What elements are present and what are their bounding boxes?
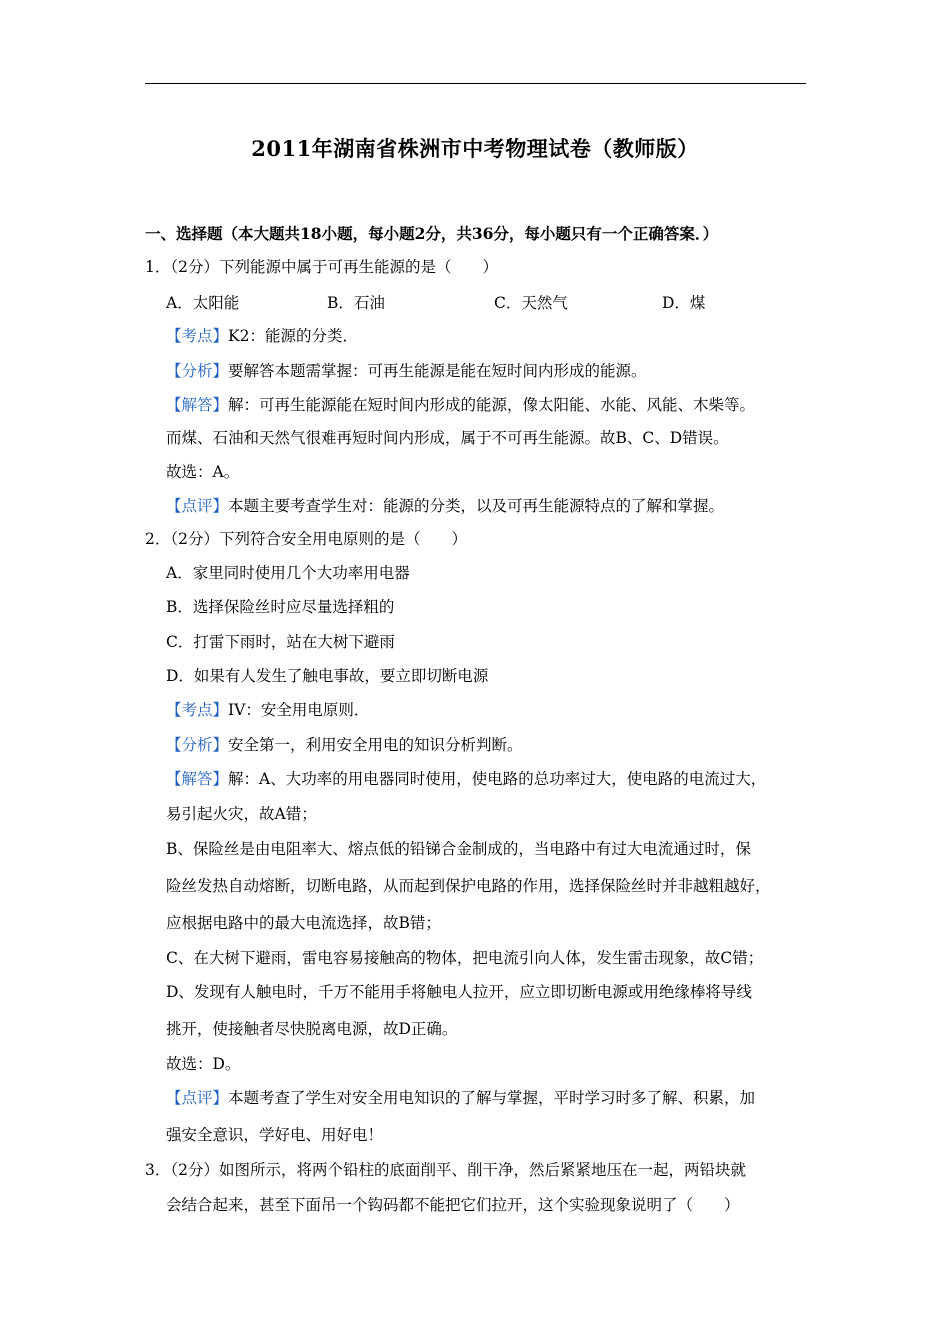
tag-jieda: 【解答】	[166, 770, 229, 788]
q2-jieda-8: 挑开，使接触者尽快脱离电源，故D正确。	[166, 1020, 458, 1038]
q2-jieda-5: 应根据电路中的最大电流选择，故B错；	[166, 914, 441, 932]
q2-option-c: C．打雷下雨时，站在大树下避雨	[166, 633, 395, 651]
q3-stem-cont: 会结合起来，甚至下面吊一个钩码都不能把它们拉开，这个实验现象说明了（ ）	[166, 1196, 740, 1214]
q2-jieda-7: D、发现有人触电时，千万不能用手将触电人拉开，应立即切断电源或用绝缘棒将导线	[166, 983, 752, 1001]
q2-dianping: 【点评】本题考查了学生对安全用电知识的了解与掌握，平时学习时多了解、积累，加	[166, 1089, 756, 1107]
q1-options	[166, 291, 806, 311]
section-heading: 一、选择题（本大题共18小题，每小题2分，共36分，每小题只有一个正确答案．）	[145, 224, 719, 243]
tag-fenxi: 【分析】	[166, 736, 229, 754]
tag-dianping: 【点评】	[166, 1089, 229, 1107]
q2-stem: 2．（2分）下列符合安全用电原则的是（ ）	[145, 530, 467, 548]
tag-dianping: 【点评】	[166, 497, 229, 515]
q1-jieda: 【解答】解：可再生能源能在短时间内形成的能源，像太阳能、水能、风能、木柴等。	[166, 396, 756, 414]
q2-fenxi: 【分析】安全第一，利用安全用电的知识分析判断。	[166, 736, 523, 754]
tag-fenxi: 【分析】	[166, 362, 229, 380]
tag-kaodian: 【考点】	[166, 327, 229, 345]
q2-jieda-6: C、在大树下避雨，雷电容易接触高的物体，把电流引向人体，发生雷击现象，故C错；	[166, 949, 764, 967]
header-rule	[145, 83, 806, 84]
q2-kaodian: 【考点】IV：安全用电原则．	[166, 701, 370, 719]
q3-stem: 3．（2分）如图所示，将两个铅柱的底面削平、削干净，然后紧紧地压在一起，两铅块就	[145, 1161, 746, 1179]
q2-jieda: 【解答】解：A、大功率的用电器同时使用，使电路的总功率过大，使电路的电流过大，	[166, 770, 767, 788]
q1-option-c: C．天然气	[494, 294, 568, 312]
q2-dianping-cont: 强安全意识，学好电、用好电！	[166, 1126, 384, 1144]
q2-option-a: A．家里同时使用几个大功率用电器	[166, 564, 410, 582]
q2-option-d: D．如果有人发生了触电事故，要立即切断电源	[166, 667, 489, 685]
q1-stem: 1．（2分）下列能源中属于可再生能源的是（ ）	[145, 258, 498, 276]
tag-jieda: 【解答】	[166, 396, 229, 414]
q2-option-b: B．选择保险丝时应尽量选择粗的	[166, 598, 395, 616]
document-title: 2011年湖南省株洲市中考物理试卷（教师版）	[251, 136, 699, 161]
q1-answer: 故选：A。	[166, 463, 240, 481]
q1-jieda-cont: 而煤、石油和天然气很难再短时间内形成，属于不可再生能源。故B、C、D错误。	[166, 429, 729, 447]
q2-jieda-4: 险丝发热自动熔断，切断电路，从而起到保护电路的作用，选择保险丝时并非越粗越好，	[166, 877, 771, 895]
q1-option-a: A．太阳能	[166, 294, 240, 312]
q1-option-d: D．煤	[662, 294, 706, 312]
q2-jieda-2: 易引起火灾，故A错；	[166, 805, 317, 823]
q1-kaodian: 【考点】K2：能源的分类．	[166, 327, 358, 345]
tag-kaodian: 【考点】	[166, 701, 229, 719]
q1-option-b: B．石油	[327, 294, 385, 312]
q1-fenxi: 【分析】要解答本题需掌握：可再生能源是能在短时间内形成的能源。	[166, 362, 647, 380]
q1-dianping: 【点评】本题主要考查学生对：能源的分类，以及可再生能源特点的了解和掌握。	[166, 497, 725, 515]
q2-answer: 故选：D。	[166, 1055, 241, 1073]
q2-jieda-3: B、保险丝是由电阻率大、熔点低的铅锑合金制成的，当电路中有过大电流通过时，保	[166, 840, 751, 858]
